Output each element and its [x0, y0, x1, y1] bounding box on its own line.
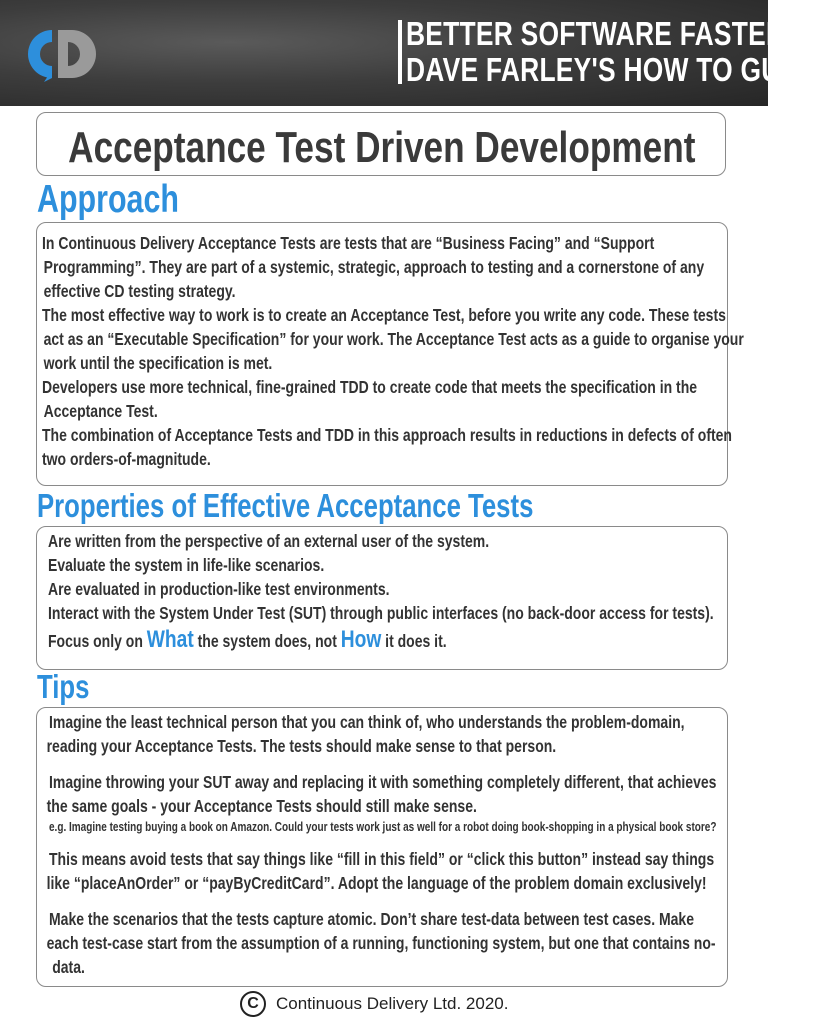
approach-heading: Approach: [37, 178, 179, 221]
banner-divider: [398, 20, 402, 84]
what-highlight: What: [146, 626, 194, 653]
focus-text-3: it does it.: [381, 631, 447, 651]
approach-box: [36, 222, 744, 486]
header-banner: [0, 0, 825, 106]
how-highlight: How: [340, 626, 382, 653]
property-item-focus: [48, 625, 714, 653]
footer: [240, 989, 508, 1019]
copyright-icon: C: [240, 991, 266, 1017]
banner-line-2: DAVE FARLEY'S HOW TO GUIDE: [406, 51, 825, 88]
property-item: Evaluate the system in life-like scenarios.: [48, 555, 325, 575]
properties-box: [36, 526, 728, 670]
tip-3: [46, 847, 715, 895]
approach-line: The combination of Acceptance Tests and TDD in this approach results in reductions in defects of often: [42, 425, 732, 445]
tips-heading: Tips: [37, 668, 90, 705]
approach-line: The most effective way to work is to create an Acceptance Test, before you write any code. These tests: [42, 305, 726, 325]
tip-1: [46, 710, 685, 758]
footer-text: Continuous Delivery Ltd. 2020.: [276, 994, 509, 1013]
focus-text-1: Focus only on: [48, 631, 147, 651]
property-item: Interact with the System Under Test (SUT) through public interfaces (no back-door access for tests).: [48, 603, 714, 623]
approach-line: two orders-of-magnitude.: [42, 449, 211, 469]
tip-line: like “placeAnOrder” or “payByCreditCard”. Adopt the language of the problem domain exclusively!: [46, 873, 707, 893]
focus-text-2: the system does, not: [193, 631, 341, 651]
tip-line: each test-case start from the assumption of a running, functioning system, but one that contains no-: [46, 933, 716, 953]
approach-line: Developers use more technical, fine-grained TDD to create code that meets the specification in the: [42, 377, 698, 397]
property-item: Are written from the perspective of an external user of the system.: [48, 531, 490, 551]
approach-line: Programming”. They are part of a systemic, strategic, approach to testing and a cornerstone of any: [43, 257, 705, 277]
approach-line: Acceptance Test.: [43, 401, 158, 421]
page-title: Acceptance Test Driven Development: [68, 123, 696, 172]
approach-line: In Continuous Delivery Acceptance Tests are tests that are “Business Facing” and “Support: [42, 233, 655, 253]
continuous-delivery-logo-icon: [22, 26, 100, 82]
tip-line: Make the scenarios that the tests capture atomic. Don’t share test-data between test cases. Make: [49, 909, 694, 929]
property-item: Are evaluated in production-like test environments.: [48, 579, 390, 599]
properties-heading: Properties of Effective Acceptance Tests: [37, 487, 534, 524]
tip-line: reading your Acceptance Tests. The tests should make sense to that person.: [46, 736, 557, 756]
approach-text: [42, 231, 744, 471]
approach-line: act as an “Executable Specification” for your work. The Acceptance Test acts as a guide to organise your: [43, 329, 744, 349]
tip-4: [46, 907, 716, 979]
tip-2-example: e.g. Imagine testing buying a book on Amazon. Could your tests work just as well for a robot doing book-shopping in a physical book store?: [49, 820, 717, 834]
properties-text: [48, 529, 714, 653]
tip-line: data.: [52, 957, 85, 977]
tip-line: Imagine the least technical person that you can think of, who understands the problem-domain,: [49, 712, 685, 732]
approach-line: effective CD testing strategy.: [43, 281, 236, 301]
tip-line: This means avoid tests that say things like “fill in this field” or “click this button” instead say things: [49, 849, 715, 869]
tip-2: [46, 770, 717, 818]
tips-box: [36, 707, 728, 987]
tip-line: the same goals - your Acceptance Tests should still make sense.: [46, 796, 477, 816]
banner-line-1: BETTER SOFTWARE FASTER: [406, 15, 786, 52]
tip-line: Imagine throwing your SUT away and replacing it with something completely different, that achieves: [49, 772, 717, 792]
banner-text: [406, 15, 825, 88]
approach-line: work until the specification is met.: [43, 353, 273, 373]
title-box: [36, 112, 726, 176]
